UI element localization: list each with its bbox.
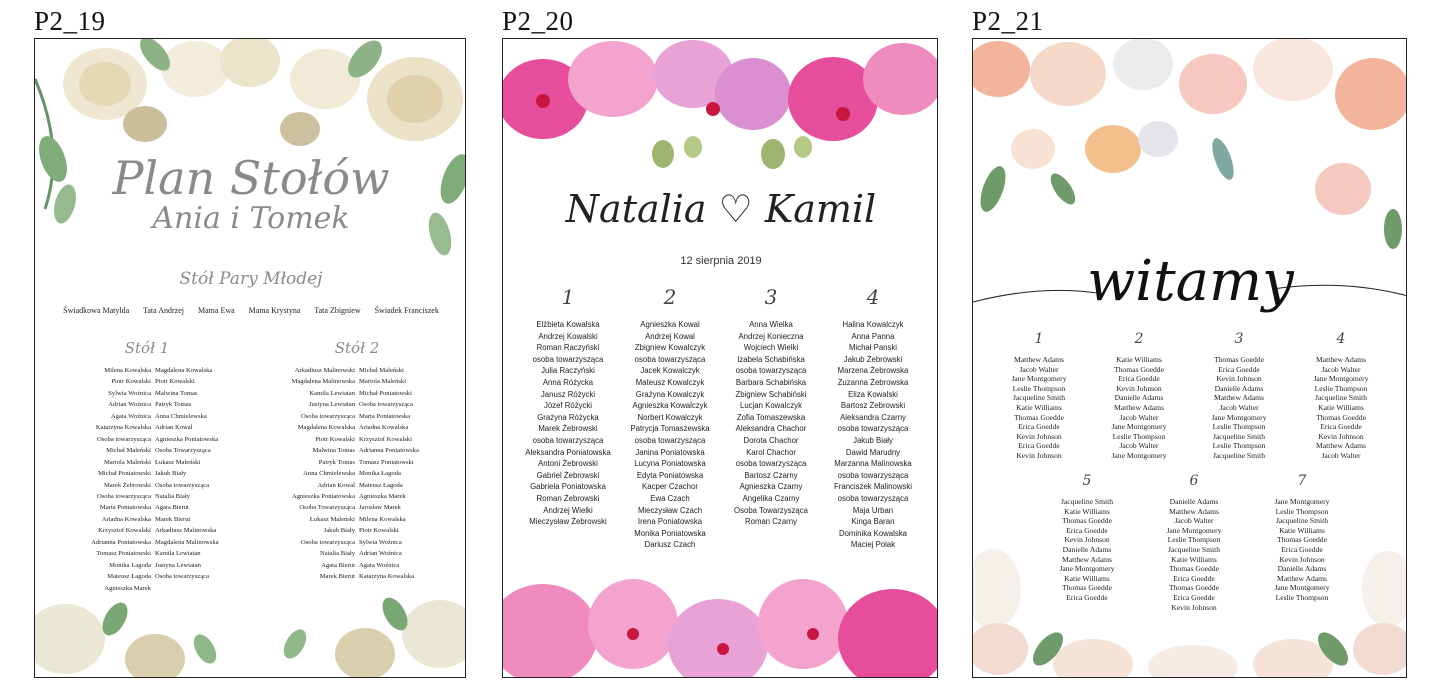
guest-name: Jane Montgomery	[1274, 497, 1330, 506]
guest-name: Anna Chmielewska	[303, 470, 355, 478]
guest-name: Antoni Żebrowski	[538, 459, 598, 469]
guest-name: Agnieszka Kowal	[640, 320, 700, 329]
guest-name: Thomas Goedde	[1062, 516, 1112, 526]
head-guest: Tata Andrzej	[143, 306, 185, 315]
guest-name: Agata Bierut	[155, 504, 189, 512]
guest-name: Thomas Goedde	[1169, 583, 1219, 593]
guest-name: Jane Montgomery	[1011, 374, 1067, 384]
orchid-border-top	[503, 39, 938, 179]
table-guest-list	[1189, 355, 1289, 461]
table-guest-list	[513, 319, 623, 528]
guest-name: Thomas Goedde	[1062, 583, 1112, 593]
guest-name: Mieczysław Czach	[637, 505, 703, 515]
guest-name: Jakub Biały	[155, 470, 187, 478]
guest-name: Agnieszka Poniatowska	[291, 492, 355, 500]
guest-name: Katarzyna Kowalska	[95, 424, 151, 432]
guest-name: Agnieszka Poniatowska	[155, 435, 219, 443]
guest-name: Jacob Walter	[1321, 450, 1361, 460]
guest-name: Jacqueline Smith	[1212, 450, 1266, 460]
guest-name: Kacper Czachor	[642, 482, 698, 492]
guest-name: Osoba towarzysząca	[300, 538, 355, 546]
guest-name: Kevin Johnson	[1171, 602, 1217, 612]
guest-name: Adrian Kowal	[317, 481, 355, 489]
guest-name: Danielle Adams	[1214, 383, 1264, 393]
guest-name: Edyta Poniatowska	[636, 470, 704, 480]
table-number: 3	[1234, 331, 1244, 347]
guest-name: Adrian Woźnica	[359, 550, 402, 558]
guest-name: Zbigniew Kowalczyk	[634, 343, 706, 353]
guest-name: Monika Łagoda	[109, 561, 151, 569]
guest-name: Marta Poniatowska	[359, 412, 411, 420]
guest-name: Gabriela Poniatowska	[530, 482, 606, 492]
guest-name: Malwina Tomas	[155, 389, 198, 397]
guest-name: osoba towarzysząca	[634, 435, 706, 445]
guest-name: Osoba towarzysząca	[155, 573, 210, 581]
guest-name: Anna Panna	[851, 331, 895, 341]
guest-name: Łukasz Maleński	[155, 458, 201, 466]
guest-name: Ariadna Kowalska	[359, 424, 409, 432]
guest-name: Milena Kowalska	[104, 367, 151, 374]
guest-name: Anna Wielka	[749, 320, 793, 329]
guest-name: Erica Goedde	[1118, 374, 1160, 384]
orchid-border-bottom	[503, 564, 938, 678]
guest-name: Erica Goedde	[1066, 525, 1108, 535]
guest-name: Osoba Towarzysząca	[734, 505, 808, 515]
guest-name: Erica Goedde	[1320, 422, 1362, 432]
poster-code-p2-21: P2_21	[972, 6, 1044, 36]
guest-name: Erica Goedde	[1173, 592, 1215, 602]
guest-name: Michał Panski	[848, 343, 898, 353]
guest-name: Agnieszka Kowalczyk	[632, 401, 708, 411]
guest-name: Dorota Chachor	[743, 435, 799, 445]
guest-name: Magdalena Kowalska	[297, 424, 355, 432]
head-guest: Mama Krystyna	[248, 306, 301, 315]
guest-name: Mieczysław Żebrowski	[529, 517, 607, 527]
table-guest-list	[716, 319, 826, 528]
guest-name: osoba towarzysząca	[735, 366, 807, 376]
guest-name: Adrian Kowal	[155, 424, 193, 432]
guest-name: Piotr Kowalski	[315, 435, 355, 443]
guest-name: Dawid Marudny	[845, 447, 901, 457]
guest-name: osoba towarzysząca	[837, 470, 909, 480]
guest-name: Kamila Lewiatan	[155, 550, 201, 558]
guest-name: Michał Maleński	[106, 447, 151, 455]
guest-name: Katie Williams	[1064, 506, 1110, 516]
guest-name: Erica Goedde	[1173, 573, 1215, 583]
guest-name: Thomas Goedde	[1316, 412, 1366, 422]
guest-name: Osoba towarzysząca	[300, 412, 355, 420]
guest-name: osoba towarzysząca	[837, 493, 909, 503]
table-number: 2	[1134, 331, 1144, 347]
rose-border-top	[973, 39, 1407, 249]
guest-name: Matthew Adams	[1062, 554, 1112, 564]
table-1-right-column	[153, 365, 219, 583]
guest-name: Leslie Thompson	[1212, 441, 1266, 451]
guest-name: Andrzej Kowalski	[538, 331, 598, 341]
guest-name: Erica Goedde	[1018, 441, 1060, 451]
guest-name: Justyna Lewiatan	[155, 561, 201, 569]
guest-name: Jane Montgomery	[1111, 450, 1167, 460]
guest-name: Arkadiusz Malinowska	[155, 527, 217, 535]
head-table-title: Stół Pary Młodej	[179, 269, 323, 289]
guest-name: Thomas Goedde	[1277, 535, 1327, 545]
table-1-left-column	[91, 365, 153, 594]
guest-name: Katie Williams	[1116, 355, 1162, 364]
guest-name: Jacob Walter	[1174, 516, 1214, 526]
guest-name: Danielle Adams	[1114, 393, 1164, 403]
guest-name: Leslie Thompson	[1212, 422, 1266, 432]
guest-name: Jane Montgomery	[1211, 412, 1267, 422]
table-number: 4	[1336, 331, 1346, 347]
guest-name: Krzysztof Kowalski	[98, 527, 151, 535]
table-guest-list	[1291, 355, 1391, 461]
guest-name: osoba towarzysząca	[837, 424, 909, 434]
guest-name: Thomas Goedde	[1169, 564, 1219, 574]
guest-name: Arkadiusz Malinowski	[294, 367, 355, 374]
table-2-guest-list	[255, 365, 459, 585]
guest-name: Tomasz Poniatowski	[359, 458, 414, 466]
guest-name: Kevin Johnson	[1318, 431, 1364, 441]
guest-name: osoba towarzysząca	[532, 435, 604, 445]
table-guest-list	[818, 319, 928, 551]
guest-name: Jarosław Marek	[359, 504, 401, 512]
guest-name: Kevin Johnson	[1116, 383, 1162, 393]
guest-name: Magdalena Malinowska	[155, 538, 219, 546]
table-guest-list	[1144, 497, 1244, 612]
guest-name: Marek Bierut	[155, 515, 191, 523]
guest-name: Agata Woźnica	[359, 561, 400, 569]
guest-name: Jakub Biały	[323, 527, 355, 535]
guest-name: Danielle Adams	[1169, 497, 1219, 506]
guest-name: Kevin Johnson	[1279, 554, 1325, 564]
guest-name: Roman Czarny	[745, 517, 797, 527]
guest-name: Kevin Johnson	[1216, 374, 1262, 384]
guest-name: Jacqueline Smith	[1167, 544, 1221, 554]
guest-name: Mateusz Kowalczyk	[635, 377, 705, 387]
table-number: 4	[866, 285, 880, 309]
table-number: 2	[663, 285, 677, 309]
guest-name: Angelika Czarny	[742, 493, 800, 503]
guest-name: Katie Williams	[1171, 554, 1217, 564]
guest-name: Aleksandra Poniatowska	[525, 447, 611, 457]
guest-name: Krzysztof Kowalski	[359, 435, 412, 443]
guest-name: Erica Goedde	[1018, 422, 1060, 432]
guest-name: Agnieszka Marek	[359, 492, 406, 500]
guest-name: Andrzej Wielki	[543, 505, 593, 515]
head-table-guests	[35, 306, 466, 315]
guest-name: Ewa Czach	[650, 493, 690, 503]
table-guest-list	[1252, 497, 1352, 603]
guest-name: Kamila Lewiatan	[309, 389, 355, 397]
guest-name: Grażyna Kowalczyk	[635, 389, 705, 399]
guest-name: Katie Williams	[1279, 525, 1325, 535]
guest-name: Natalia Biały	[320, 550, 355, 558]
guest-name: Matthew Adams	[1316, 441, 1366, 451]
guest-name: Monika Łagoda	[359, 470, 401, 478]
guest-name: Wojciech Wielki	[743, 343, 799, 353]
guest-name: Franciszek Malinowski	[834, 482, 912, 492]
guest-name: Izabela Schabińska	[737, 354, 805, 364]
guest-name: Marek Żebrowski	[538, 424, 598, 434]
table-guest-list	[615, 319, 725, 551]
guest-name: Roman Żebrowski	[536, 493, 600, 503]
guest-name: Matthew Adams	[1277, 573, 1327, 583]
guest-name: Kevin Johnson	[1016, 431, 1062, 441]
guest-name: Jacob Walter	[1119, 412, 1159, 422]
guest-name: Marta Poniatowska	[99, 504, 151, 512]
guest-name: Piotr Kowalski	[359, 527, 399, 535]
guest-name: Thomas Goedde	[1214, 355, 1264, 364]
guest-name: Łukasz Maleński	[309, 515, 355, 523]
guest-name: Erica Goedde	[1066, 592, 1108, 602]
guest-name: Matthew Adams	[1214, 393, 1264, 403]
guest-name: Jacqueline Smith	[1314, 393, 1368, 403]
table-guest-list	[1037, 497, 1137, 603]
guest-name: Janusz Różycki	[540, 389, 596, 399]
guest-name: Jane Montgomery	[1059, 564, 1115, 574]
guest-name: Thomas Goedde	[1014, 412, 1064, 422]
guest-name: Karol Chachor	[746, 447, 796, 457]
head-guest: Świadek Franciszek	[374, 306, 439, 315]
guest-name: Kevin Johnson	[1016, 450, 1062, 460]
welcome-title: witamy	[1087, 249, 1294, 314]
guest-name: Katie Williams	[1064, 573, 1110, 583]
guest-name: Danielle Adams	[1062, 544, 1112, 554]
guest-name: osoba towarzysząca	[532, 354, 604, 364]
guest-name: Erica Goedde	[1281, 544, 1323, 554]
plan-title: Plan Stołów	[112, 151, 390, 205]
guest-name: osoba towarzysząca	[735, 459, 807, 469]
guest-name: Elżbieta Kowalska	[536, 320, 600, 329]
guest-name: Lucjan Kowalczyk	[740, 401, 802, 411]
guest-name: Agnieszka Czarny	[739, 482, 803, 492]
guest-name: Józef Różycki	[543, 401, 593, 411]
guest-name: Leslie Thompson	[1275, 592, 1329, 602]
guest-name: Tomasz Poniatowski	[96, 550, 151, 558]
guest-name: Jacob Walter	[1321, 364, 1361, 374]
guest-name: Dominika Kowalska	[838, 528, 908, 538]
guest-name: Matthew Adams	[1114, 402, 1164, 412]
guest-name: Thomas Goedde	[1114, 364, 1164, 374]
table-number: 6	[1189, 473, 1199, 489]
guest-name: Monika Poniatowska	[634, 528, 706, 538]
guest-name: Mariola Maleński	[359, 378, 407, 386]
guest-name: Zofia Tomaszewska	[736, 412, 806, 422]
guest-name: Roman Raczyński	[536, 343, 600, 353]
guest-name: Andrzej Konieczna	[738, 331, 804, 341]
guest-name: Marzanna Malinowska	[834, 459, 912, 469]
guest-name: Jacqueline Smith	[1060, 497, 1114, 506]
table-number: 1	[1034, 331, 1044, 347]
guest-name: Jane Montgomery	[1313, 374, 1369, 384]
guest-name: Osoba towarzysząca	[96, 435, 151, 443]
guest-name: Marek Bierut	[319, 573, 355, 581]
table-number: 5	[1082, 473, 1092, 489]
guest-name: Marek Żebrowski	[103, 481, 151, 489]
guest-name: Jakub Żebrowski	[843, 354, 903, 364]
guest-name: Milena Kowalska	[359, 515, 406, 523]
guest-name: Jane Montgomery	[1166, 525, 1222, 535]
guest-name: Leslie Thompson	[1167, 535, 1221, 545]
poster-code-p2-20: P2_20	[502, 6, 574, 36]
guest-name: Piotr Kowalski	[155, 378, 195, 386]
guest-name: Aleksandra Czarny	[840, 412, 906, 422]
guest-name: Katie Williams	[1016, 402, 1062, 412]
wedding-date: 12 sierpnia 2019	[680, 255, 762, 267]
guest-name: Osoba Towarzysząca	[155, 447, 211, 455]
guest-name: Matthew Adams	[1316, 355, 1366, 364]
table-guest-list	[989, 355, 1089, 461]
guest-name: Zuzanna Żebrowska	[837, 377, 909, 387]
table-1-title: Stół 1	[124, 339, 170, 357]
guest-name: Adrianna Poniatowska	[91, 538, 151, 546]
guest-name: Jacqueline Smith	[1275, 516, 1329, 526]
guest-name: Michał Poniatowski	[359, 389, 412, 397]
guest-name: Katarzyna Kowalska	[359, 573, 415, 581]
guest-name: Kinga Baran	[851, 517, 895, 527]
guest-name: Agnieszka Marek	[104, 584, 151, 592]
guest-name: Leslie Thompson	[1275, 506, 1329, 516]
guest-name: Magdalena Malinowska	[291, 378, 355, 386]
guest-name: Natalia Biały	[155, 492, 190, 500]
guest-name: Aleksandra Chachor	[735, 424, 807, 434]
guest-name: Irena Poniatowska	[637, 517, 703, 527]
guest-name: Bartosz Czarny	[744, 470, 798, 480]
guest-name: Jacqueline Smith	[1212, 431, 1266, 441]
guest-name: Katie Williams	[1318, 402, 1364, 412]
guest-name: Bartosz Żebrowski	[840, 401, 906, 411]
head-guest: Świadkowa Matylda	[63, 306, 130, 315]
guest-name: Matthew Adams	[1169, 506, 1219, 516]
guest-name: Leslie Thompson	[1012, 383, 1066, 393]
guest-name: Kevin Johnson	[1064, 535, 1110, 545]
guest-name: Patryk Tomas	[318, 458, 355, 466]
guest-name: Matthew Adams	[1014, 355, 1064, 364]
guest-name: Leslie Thompson	[1112, 431, 1166, 441]
poster-code-p2-19: P2_19	[34, 6, 106, 36]
table-number: 7	[1297, 473, 1307, 489]
guest-name: Jacob Walter	[1219, 402, 1259, 412]
poster-p2-21[interactable]	[972, 38, 1407, 678]
guest-name: Justyna Lewiatan	[309, 401, 355, 409]
guest-name: Osoba Towarzysząca	[299, 504, 355, 512]
guest-name: Jacob Walter	[1119, 441, 1159, 451]
guest-name: Sylwia Woźnica	[359, 538, 402, 546]
guest-name: Osoba towarzysząca	[359, 401, 414, 409]
guest-name: Maciej Polak	[850, 540, 896, 550]
guest-name: Zbigniew Schabiński	[735, 389, 807, 399]
guest-name: Danielle Adams	[1277, 564, 1327, 574]
head-guest: Mama Ewa	[198, 306, 235, 315]
guest-name: Anna Chmielewska	[155, 412, 207, 420]
guest-name: Osoba towarzysząca	[96, 492, 151, 500]
guest-name: osoba towarzysząca	[634, 354, 706, 364]
guest-name: Malwina Tomas	[312, 447, 355, 455]
guest-name: Leslie Thompson	[1314, 383, 1368, 393]
guest-name: Patryk Tomas	[155, 401, 192, 409]
guest-name: Michał Poniatowski	[98, 470, 151, 478]
couple-names: Ania i Tomek	[152, 201, 350, 236]
guest-name: Jacob Walter	[1019, 364, 1059, 374]
guest-name: Patrycja Tomaszewska	[630, 424, 710, 434]
guest-name: Mateusz Łagoda	[359, 481, 403, 489]
guest-name: Erica Goedde	[1218, 364, 1260, 374]
guest-name: Halina Kowalczyk	[842, 320, 904, 329]
table-2-right-column	[357, 365, 419, 583]
guest-name: Ariadna Kowalska	[101, 515, 151, 523]
table-2-title: Stół 2	[334, 339, 380, 357]
guest-name: Julia Raczyński	[541, 366, 595, 376]
guest-name: Lucyna Poniatowska	[634, 459, 706, 469]
guest-name: Jacqueline Smith	[1012, 393, 1066, 403]
guest-name: Grażyna Różycka	[537, 412, 599, 422]
table-2-left-column	[291, 365, 357, 583]
guest-name: Piotr Kowalski	[111, 378, 151, 386]
guest-name: Jacek Kowalczyk	[640, 366, 700, 376]
guest-name: Agata Bierut	[321, 561, 355, 569]
guest-name: Jakub Biały	[853, 435, 893, 445]
guest-name: Jane Montgomery	[1274, 583, 1330, 593]
couple-names: Natalia ♡ Kamil	[565, 187, 877, 231]
guest-name: Mateusz Łagoda	[107, 573, 151, 581]
guest-name: Osoba towarzysząca	[155, 481, 210, 489]
table-guest-list	[1089, 355, 1189, 461]
guest-name: Adrianna Poniatowska	[359, 447, 419, 455]
guest-name: Anna Różycka	[542, 377, 594, 387]
table-number: 3	[764, 285, 778, 309]
guest-name: Mariola Maleński	[103, 458, 151, 466]
table-1-guest-list	[51, 365, 255, 592]
guest-name: Magdalena Kowalska	[155, 367, 213, 374]
poster-p2-19[interactable]	[34, 38, 466, 678]
guest-name: Michał Maleński	[359, 367, 404, 374]
guest-name: Barbara Schabińska	[735, 377, 807, 387]
guest-name: Adrian Woźnica	[108, 401, 151, 409]
guest-name: Agata Woźnica	[110, 412, 151, 420]
guest-name: Marzena Żebrowska	[837, 366, 909, 376]
guest-name: Maja Urban	[852, 505, 894, 515]
guest-name: Dariusz Czach	[644, 540, 696, 550]
table-number: 1	[561, 285, 575, 309]
head-guest: Tata Zbigniew	[314, 306, 361, 315]
guest-name: Gabriel Żebrowski	[536, 470, 600, 480]
guest-name: Norbert Kowalczyk	[637, 412, 703, 422]
guest-name: Jane Montgomery	[1111, 422, 1167, 432]
guest-name: Eliza Kowalski	[848, 389, 898, 399]
guest-name: Andrzej Kowal	[645, 331, 695, 341]
guest-name: Janina Poniatowska	[635, 447, 705, 457]
poster-p2-20[interactable]	[502, 38, 938, 678]
guest-name: Sylwia Woźnica	[108, 389, 151, 397]
